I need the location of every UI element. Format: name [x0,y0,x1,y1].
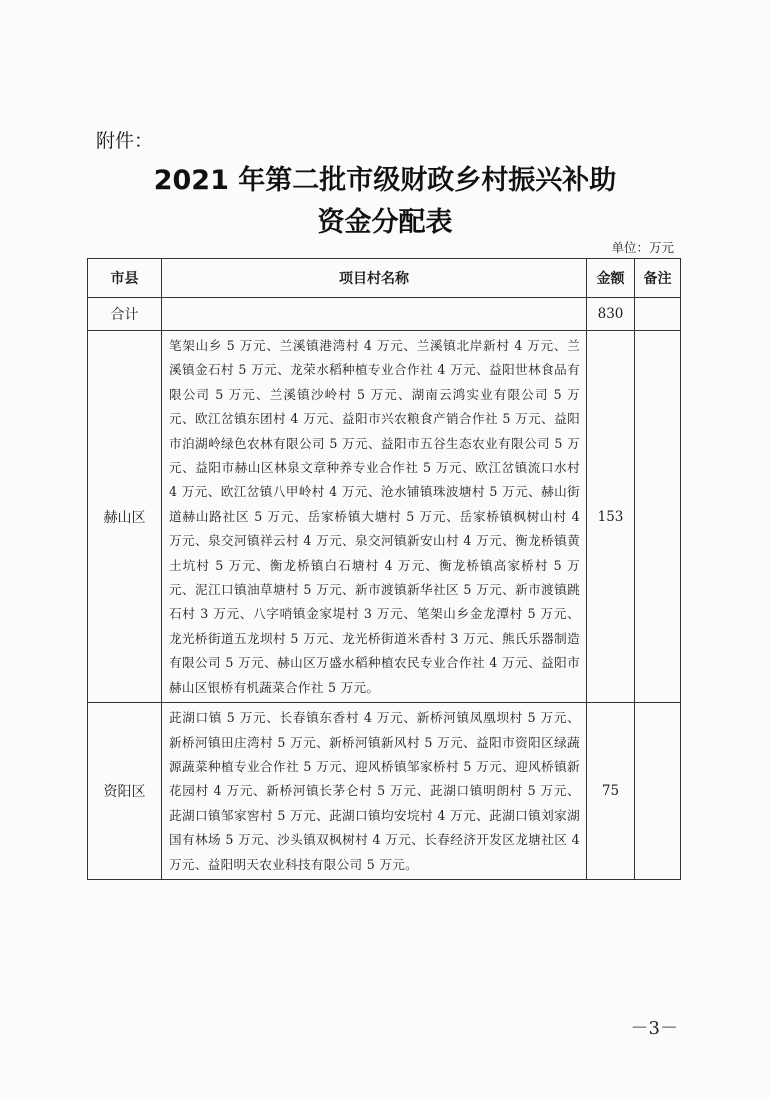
total-label: 合计 [88,298,162,331]
table-header-row [88,259,681,298]
note-cell [635,331,681,703]
total-amount: 830 [587,298,635,331]
total-note [635,298,681,331]
header-amount: 金额 [587,259,635,298]
header-projects: 项目村名称 [162,259,587,298]
project-list: 笔架山乡 5 万元、兰溪镇港湾村 4 万元、兰溪镇北岸新村 4 万元、兰溪镇金石村 5 万元、龙荣水稻种植专业合作社 4 万元、益阳世林食品有限公司 5 万元、兰溪镇沙岭村 5 万元、湖南云鸿实业有限公司 5 万元、欧江岔镇东团村 4 万元、益阳市兴农粮食产销合作社 5 万元、益阳市泊湖岭绿色农林有限公司 5 万元、益阳市五谷生态农业有限公司 5 万元、益阳市赫山区林泉文章种养专业合作社 5 万元、欧江岔镇流口水村 4 万元、欧江岔镇八甲岭村 4 万元、沧水铺镇珠波塘村 5 万元、赫山街道赫山路社区 5 万元、岳家桥镇大塘村 5 万元、岳家桥镇枫树山村 4 万元、泉交河镇祥云村 4 万元、泉交河镇新安山村 4 万元、衡龙桥镇黄土坑村 5 万元、衡龙桥镇白石塘村 4 万元、衡龙桥镇高家桥村 5 万元、泥江口镇油草塘村 5 万元、新市渡镇新华社区 5 万元、新市渡镇跳石村 3 万元、八字哨镇金家堤村 3 万元、笔架山乡金龙潭村 5 万元、龙光桥街道五龙坝村 5 万元、龙光桥街道米香村 3 万元、熊氏乐器制造有限公司 5 万元、赫山区万盛水稻种植农民专业合作社 4 万元、益阳市赫山区银桥有机蔬菜合作社 5 万元。 [162,331,587,703]
title-line-1: 2021 年第二批市级财政乡村振兴补助 [153,165,617,196]
attachment-label: 附件： [96,130,154,152]
total-projects [162,298,587,331]
amount-value: 75 [587,703,635,880]
note-cell [635,703,681,880]
table-row [88,703,681,880]
county-name: 资阳区 [88,703,162,880]
total-row [88,298,681,331]
amount-value: 153 [587,331,635,703]
title-line-2: 资金分配表 [317,207,453,238]
page-number: －3－ [630,1018,678,1039]
document-title [0,160,770,244]
project-list: 茈湖口镇 5 万元、长春镇东香村 4 万元、新桥河镇凤凰坝村 5 万元、新桥河镇田庄湾村 5 万元、新桥河镇新风村 5 万元、益阳市资阳区绿蔬源蔬菜种植专业合作社 5 万元、迎风桥镇邹家桥村 5 万元、迎风桥镇新花园村 4 万元、新桥河镇长茅仑村 5 万元、茈湖口镇明朗村 5 万元、茈湖口镇邹家窖村 5 万元、茈湖口镇均安垸村 4 万元、茈湖口镇刘家湖国有林场 5 万元、沙头镇双枫树村 4 万元、长春经济开发区龙塘社区 4 万元、益阳明天农业科技有限公司 5 万元。 [162,703,587,880]
unit-label: 单位：万元 [611,240,674,255]
table-row [88,331,681,703]
allocation-table [87,258,681,880]
county-name: 赫山区 [88,331,162,703]
header-county: 市县 [88,259,162,298]
header-note: 备注 [635,259,681,298]
